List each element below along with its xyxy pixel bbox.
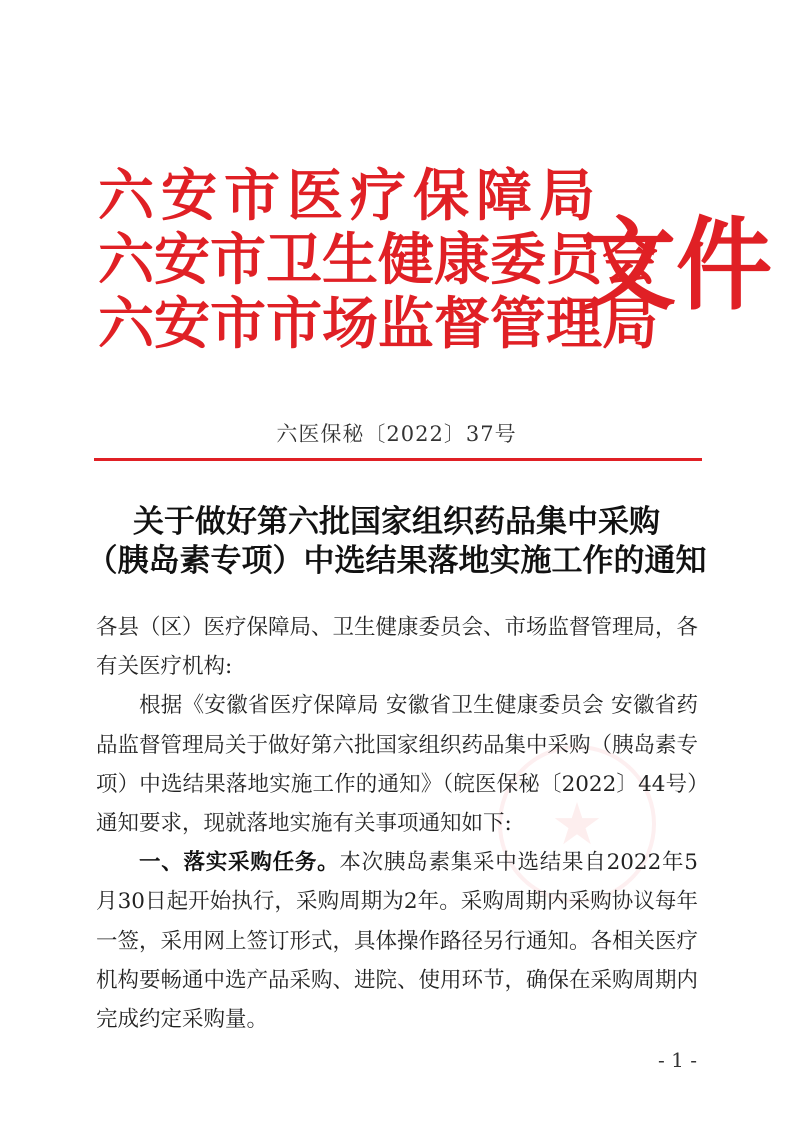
agency-health-commission: 六安市卫生健康委员会: [98, 227, 658, 293]
agency-medical-security-bureau: 六安市医疗保障局: [98, 163, 602, 229]
document-header: [98, 163, 772, 360]
section-1-heading: 一、落实采购任务。: [139, 850, 340, 876]
document-body: [96, 608, 698, 1039]
red-divider-line: [94, 458, 702, 461]
star-icon: ★: [551, 790, 603, 858]
document-title-line-2: （胰岛素专项）中选结果落地实施工作的通知: [86, 543, 707, 579]
document-number: 六医保秘〔2022〕37号: [276, 422, 517, 446]
document-title-line-1: 关于做好第六批国家组织药品集中采购: [133, 504, 660, 540]
agency-market-supervision-bureau: 六安市市场监督管理局: [98, 291, 658, 357]
section-1-paragraph: [96, 843, 698, 1039]
intro-paragraph: 根据《安徽省医疗保障局 安徽省卫生健康委员会 安徽省药品监督管理局关于做好第六批国家组织药品集中采购（胰岛素专项）中选结果落地实施工作的通知》（皖医保秘〔2022〕44号）通知要求，现就落地实施有关事项通知如下:: [96, 693, 699, 837]
doc-type-label: 文件: [580, 205, 772, 325]
section-1-text: 本次胰岛素集采中选结果自2022年5月30日起开始执行，采购周期为2年。采购周期内采购协议每年一签，采用网上签订形式，具体操作路径另行通知。各相关医疗机构要畅通中选产品采购、进院、使用环节，确保在采购周期内完成约定采购量。: [96, 850, 699, 1033]
page-number: - 1 -: [658, 1048, 697, 1072]
salutation-paragraph: 各县（区）医疗保障局、卫生健康委员会、市场监督管理局，各有关医疗机构:: [96, 615, 699, 680]
